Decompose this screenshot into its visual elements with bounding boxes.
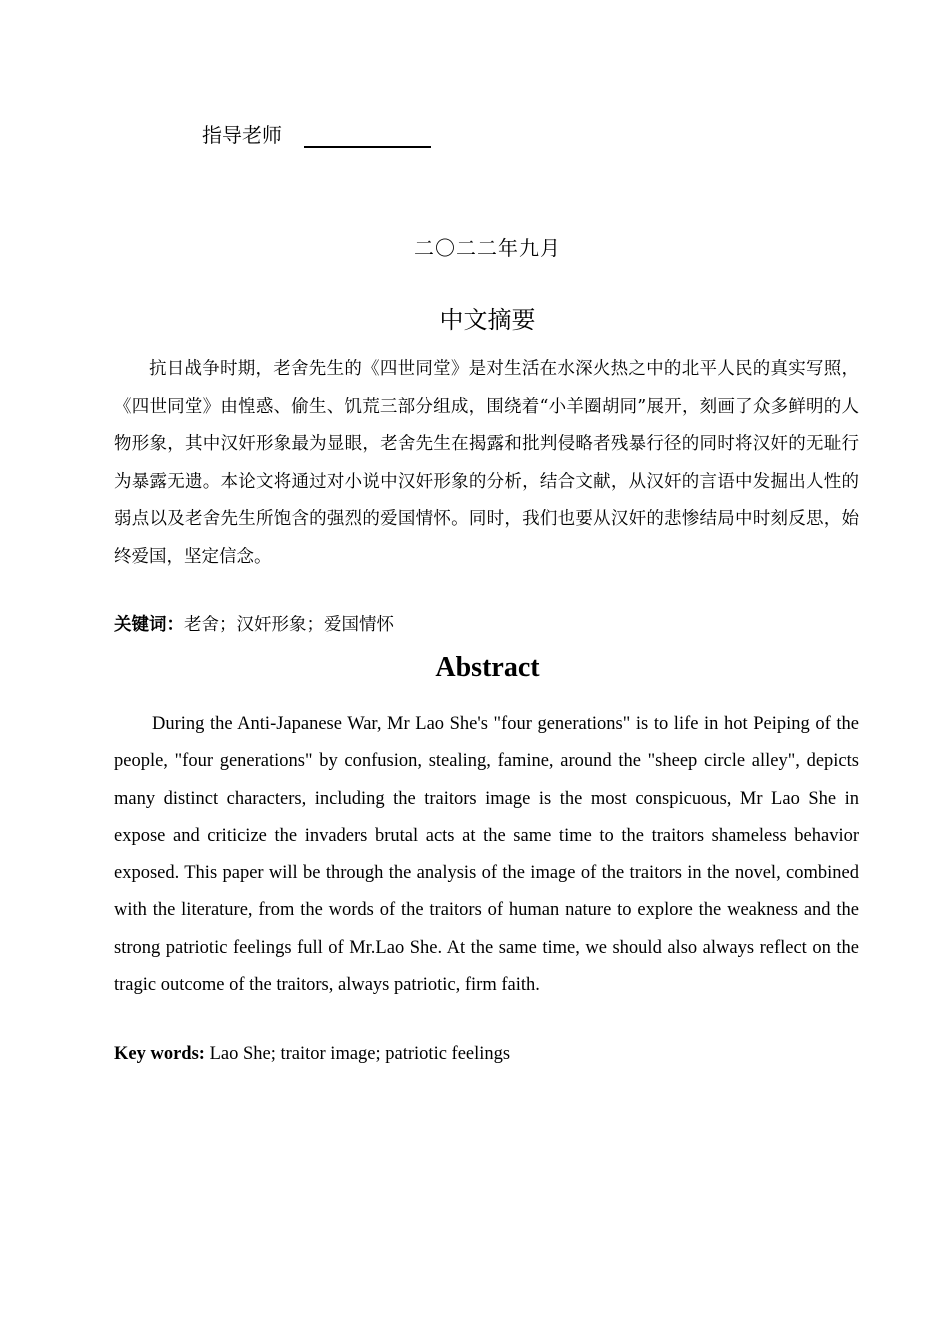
submission-date: 二〇二二年九月 xyxy=(414,236,561,260)
chinese-keywords-label: 关键词： xyxy=(114,615,184,635)
english-abstract-title: Abstract xyxy=(435,652,540,683)
chinese-keywords-text: 老舍；汉奸形象；爱国情怀 xyxy=(184,615,394,635)
chinese-keywords xyxy=(114,611,394,636)
english-keywords xyxy=(114,1044,510,1065)
english-keywords-text: Lao She; traitor image; patriotic feelings xyxy=(204,1044,511,1064)
advisor-row xyxy=(202,119,431,148)
english-keywords-label: Key words: xyxy=(114,1044,205,1064)
chinese-abstract-title: 中文摘要 xyxy=(439,306,536,334)
chinese-abstract-body: 抗日战争时期，老舍先生的《四世同堂》是对生活在水深火热之中的北平人民的真实写照，《四世同堂》由惶惑、偷生、饥荒三部分组成，围绕着“小羊圈胡同”展开，刻画了众多鲜明的人物形象，其中汉奸形象最为显眼，老舍先生在揭露和批判侵略者残暴行径的同时将汉奸的无耻行为暴露无遗。本论文将通过对小说中汉奸形象的分析，结合文献，从汉奸的言语中发掘出人性的弱点以及老舍先生所饱含的强烈的爱国情怀。同时，我们也要从汉奸的悲惨结局中时刻反思，始终爱国，坚定信念。 xyxy=(114,359,859,567)
english-abstract-body: During the Anti-Japanese War, Mr Lao She's "four generations" is to life in hot Peiping of the people, "four generations" by confusion, stealing, famine, around the "sheep circle alley", depicts many distinct characters, including the traitors image is the most conspicuous, Mr Lao She in expose and criticize the invaders brutal acts at the same time to the traitors shameless behavior exposed. This paper will be through the analysis of the image of the traitors in the novel, combined with the literature, from the words of the traitors of human nature to explore the weakness and the strong patriotic feelings full of Mr.Lao She. At the same time, we should also always reflect on the tragic outcome of the traitors, always patriotic, firm faith. xyxy=(114,714,859,996)
advisor-label: 指导老师 xyxy=(202,123,282,147)
advisor-blank-line xyxy=(304,122,431,148)
